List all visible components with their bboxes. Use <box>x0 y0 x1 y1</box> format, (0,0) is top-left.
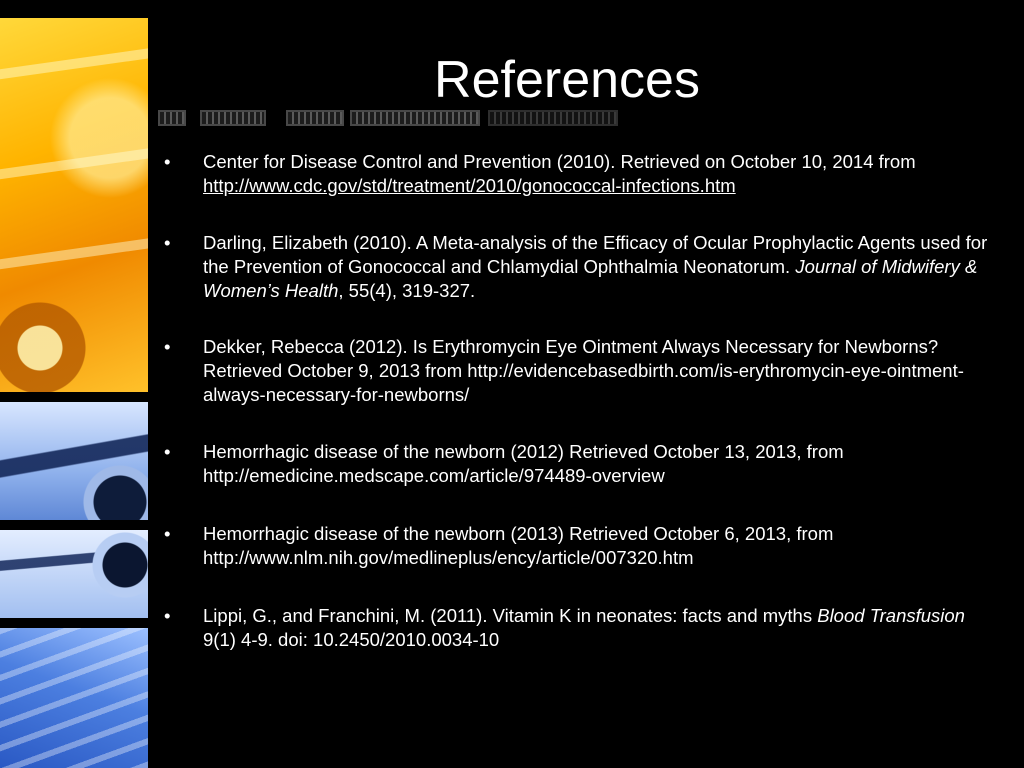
references-list <box>162 150 992 652</box>
reference-citation: 9(1) 4-9. doi: 10.2450/2010.0034-10 <box>203 629 500 650</box>
bullet: • <box>164 605 171 626</box>
syringe-image <box>0 402 148 520</box>
reference-text: Hemorrhagic disease of the newborn (2012) Retrieved October 13, 2013, from http://emedicine.medscape.com/article/974489-overview <box>203 441 844 486</box>
reference-item <box>162 231 992 303</box>
journal-title: Journal of Midwifery & Women’s Health <box>203 256 978 301</box>
reference-text: Lippi, G., and Franchini, M. (2011). Vitamin K in neonates: facts and myths <box>203 605 818 626</box>
reference-text: Center for Disease Control and Prevention (2010). Retrieved on October 10, 2014 from <box>203 151 916 172</box>
bullet: • <box>164 336 171 357</box>
reference-item <box>162 335 992 407</box>
bullet: • <box>164 232 171 253</box>
bullet: • <box>164 441 171 462</box>
journal-title: Blood Transfusion <box>817 605 965 626</box>
reference-text: Darling, Elizabeth (2010). A Meta-analysis of the Efficacy of Ocular Prophylactic Agents used for the Prevention of Gonococcal and Chlamydial Ophthalmia Neonatorum. <box>203 232 988 277</box>
reference-text: Dekker, Rebecca (2012). Is Erythromycin Eye Ointment Always Necessary for Newborns? Retrieved October 9, 2013 from http://evidencebasedbirth.com/is-erythromycin-eye-ointment-always-necessary-for-newborns/ <box>203 336 964 405</box>
title-decoration <box>158 110 678 128</box>
stethoscope-blue-image <box>0 530 148 618</box>
reference-link[interactable]: http://www.cdc.gov/std/treatment/2010/gonococcal-infections.htm <box>203 175 736 196</box>
reference-citation: , 55(4), 319-327. <box>338 280 476 301</box>
bullet: • <box>164 151 171 172</box>
vials-image <box>0 628 148 768</box>
reference-text: Hemorrhagic disease of the newborn (2013) Retrieved October 6, 2013, from http://www.nlm.nih.gov/medlineplus/ency/article/007320.htm <box>203 523 834 568</box>
stethoscope-image <box>0 18 148 392</box>
reference-item <box>162 440 992 488</box>
reference-item <box>162 604 992 652</box>
slide-title: References <box>434 51 700 109</box>
reference-item <box>162 150 992 198</box>
medical-image-strip <box>0 0 150 768</box>
reference-item <box>162 522 992 570</box>
bullet: • <box>164 523 171 544</box>
